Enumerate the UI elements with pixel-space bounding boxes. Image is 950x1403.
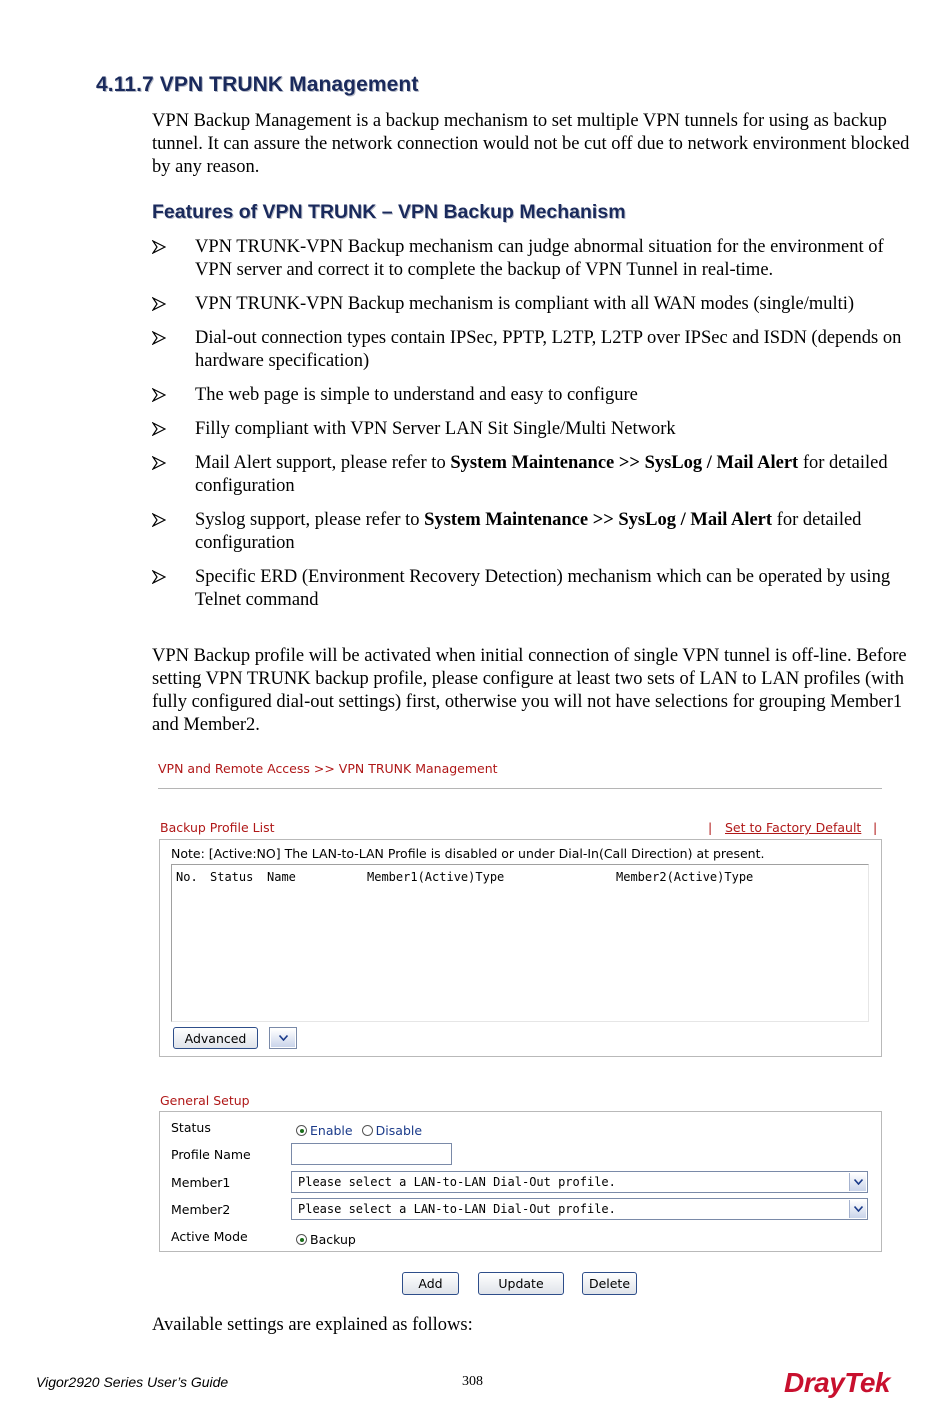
page-number: 308 bbox=[462, 1374, 483, 1389]
arrow-bullet-icon bbox=[152, 456, 166, 470]
advanced-button[interactable]: Advanced bbox=[173, 1027, 258, 1049]
status-label: Status bbox=[171, 1120, 211, 1135]
list-item bbox=[152, 452, 922, 498]
member2-selected-value: Please select a LAN-to-LAN Dial-Out profile. bbox=[298, 1202, 616, 1216]
backup-profile-list-panel bbox=[159, 839, 882, 1057]
bullet-text: Filly compliant with VPN Server LAN Sit Single/Multi Network bbox=[195, 419, 676, 439]
footer-guide-title: Vigor2920 Series User’s Guide bbox=[36, 1374, 229, 1390]
list-item bbox=[152, 418, 922, 441]
status-radio-group bbox=[296, 1120, 422, 1139]
list-item bbox=[152, 509, 922, 555]
chevron-down-icon bbox=[271, 1029, 295, 1047]
delete-button[interactable]: Delete bbox=[582, 1272, 637, 1295]
arrow-bullet-icon bbox=[152, 331, 166, 345]
column-header-name: Name bbox=[267, 870, 296, 884]
backup-profile-paragraph: VPN Backup profile will be activated when initial connection of single VPN tunnel is off-line. Before setting VPN TRUNK backup profile, please configure at least two sets of LAN to LAN profiles (with fully configured dial-out settings) first, otherwise you will not have selections for grouping Member1 and Member2. bbox=[152, 646, 907, 735]
general-setup-panel bbox=[159, 1111, 882, 1252]
enable-radio[interactable] bbox=[296, 1125, 307, 1136]
backup-label: Backup bbox=[310, 1232, 356, 1247]
settings-intro: Available settings are explained as follows: bbox=[152, 1315, 473, 1335]
member1-selected-value: Please select a LAN-to-LAN Dial-Out profile. bbox=[298, 1175, 616, 1189]
factory-default-link[interactable]: Set to Factory Default bbox=[725, 820, 862, 835]
update-button[interactable]: Update bbox=[478, 1272, 564, 1295]
member2-select[interactable] bbox=[291, 1198, 868, 1220]
active-mode-radio-group bbox=[296, 1229, 356, 1248]
arrow-bullet-icon bbox=[152, 513, 166, 527]
column-header-member2: Member2(Active)Type bbox=[616, 870, 754, 884]
active-mode-label: Active Mode bbox=[171, 1229, 248, 1244]
disable-label: Disable bbox=[375, 1123, 423, 1138]
arrow-bullet-icon bbox=[152, 388, 166, 402]
separator: | bbox=[873, 820, 878, 835]
list-item bbox=[152, 293, 922, 316]
list-item bbox=[152, 384, 922, 407]
profile-name-input[interactable] bbox=[291, 1143, 452, 1165]
chevron-down-icon bbox=[849, 1200, 866, 1218]
arrow-bullet-icon bbox=[152, 570, 166, 584]
member2-label: Member2 bbox=[171, 1202, 231, 1217]
menu-path: System Maintenance >> SysLog / Mail Alert bbox=[424, 510, 773, 530]
bullet-text: VPN TRUNK-VPN Backup mechanism is compliant with all WAN modes (single/multi) bbox=[195, 294, 855, 314]
member1-label: Member1 bbox=[171, 1175, 231, 1190]
bullet-text: The web page is simple to understand and easy to configure bbox=[195, 385, 638, 405]
disable-radio[interactable] bbox=[362, 1125, 373, 1136]
bullet-text: for detailed configuration bbox=[195, 453, 888, 496]
menu-path: System Maintenance >> SysLog / Mail Alert bbox=[450, 453, 799, 473]
member1-select[interactable] bbox=[291, 1171, 868, 1193]
intro-paragraph: VPN Backup Management is a backup mechanism to set multiple VPN tunnels for using as backup tunnel. It can assure the network connection would not be cut off due to network environment blocked by any reason. bbox=[152, 111, 910, 177]
arrow-bullet-icon bbox=[152, 297, 166, 311]
column-header-no: No. bbox=[176, 870, 198, 884]
profile-name-label: Profile Name bbox=[171, 1147, 251, 1162]
backup-profile-list-title: Backup Profile List bbox=[160, 820, 275, 835]
enable-label: Enable bbox=[310, 1123, 353, 1138]
list-item bbox=[152, 327, 922, 373]
features-list bbox=[152, 236, 922, 623]
divider bbox=[158, 788, 882, 789]
list-item bbox=[152, 566, 922, 612]
backup-radio[interactable] bbox=[296, 1234, 307, 1245]
draytek-logo: DrayTek bbox=[784, 1367, 890, 1398]
note-text: Note: [Active:NO] The LAN-to-LAN Profile is disabled or under Dial-In(Call Direction) at present. bbox=[171, 846, 765, 861]
profile-list-table[interactable] bbox=[171, 864, 869, 1022]
arrow-bullet-icon bbox=[152, 422, 166, 436]
list-item bbox=[152, 236, 922, 282]
bullet-text: Syslog support, please refer to bbox=[195, 510, 425, 530]
profile-action-dropdown[interactable] bbox=[269, 1027, 297, 1049]
chevron-down-icon bbox=[849, 1173, 866, 1191]
bullet-text: VPN TRUNK-VPN Backup mechanism can judge abnormal situation for the environment of VPN server and correct it to complete the backup of VPN Tunnel in real-time. bbox=[195, 237, 884, 280]
bullet-text: for detailed configuration bbox=[195, 510, 862, 553]
bullet-text: Dial-out connection types contain IPSec, PPTP, L2TP, L2TP over IPSec and ISDN (depends on hardware specification) bbox=[195, 328, 902, 371]
bullet-text: Mail Alert support, please refer to bbox=[195, 453, 451, 473]
column-header-member1: Member1(Active)Type bbox=[367, 870, 505, 884]
bullet-text: Specific ERD (Environment Recovery Detection) mechanism which can be operated by using Telnet command bbox=[195, 567, 891, 610]
arrow-bullet-icon bbox=[152, 240, 166, 254]
general-setup-title: General Setup bbox=[160, 1093, 250, 1108]
breadcrumb: VPN and Remote Access >> VPN TRUNK Management bbox=[158, 761, 498, 776]
add-button[interactable]: Add bbox=[402, 1272, 459, 1295]
separator: | bbox=[708, 820, 713, 835]
section-title: 4.11.7 VPN TRUNK Management bbox=[96, 73, 419, 96]
column-header-status: Status bbox=[210, 870, 254, 884]
features-title: Features of VPN TRUNK – VPN Backup Mechanism bbox=[152, 201, 626, 223]
